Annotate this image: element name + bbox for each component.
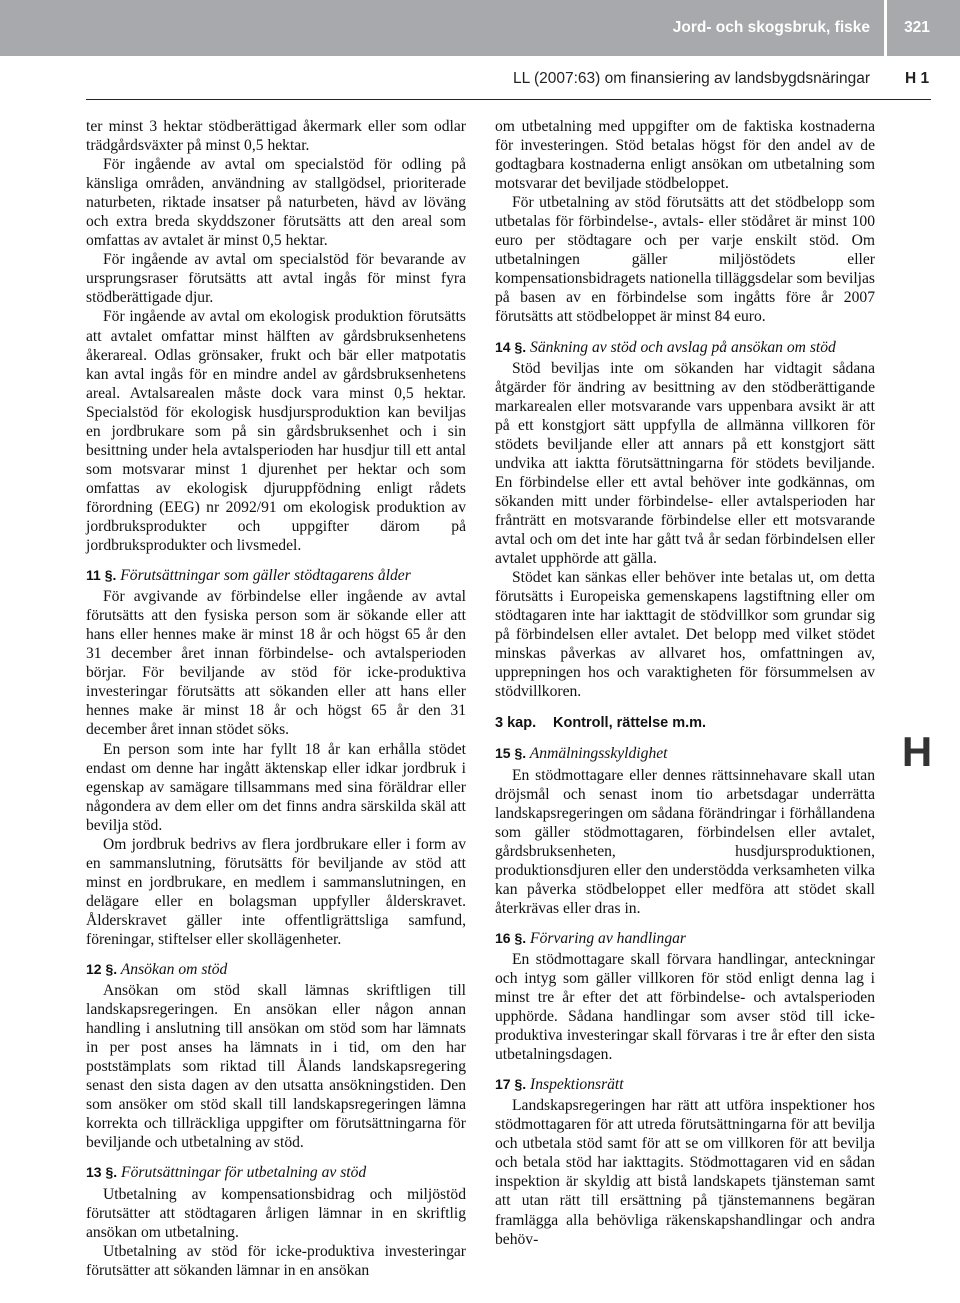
section-number: 13 §. — [86, 1164, 118, 1181]
paragraph: Ansökan om stöd skall lämnas skriftligen till landskapsregeringen. En ansökan eller någon annan handling i anslutning till ansökan om stöd som har lämnats in per post anses ha lämnats in i tid, om den har poststämplats som riktad till Ålands landskapsregering senast den sista dagen av den utsatta ansökningstiden. Den som ansöker om stöd skall till landskapsregeringen lämna korrekta och tillräckliga uppgifter om förutsättningarna för beviljande och utbetalning av stöd. — [86, 982, 466, 1152]
chapter-number: 3 kap. — [495, 715, 537, 732]
paragraph: För ingående av avtal om specialstöd för bevarande av ursprungsraser förutsätts att avtal ingås för minst fyra stödberättigade djur. — [86, 251, 466, 307]
paragraph: För ingående av avtal om ekologisk produktion förutsätts att avtalet omfattar minst hälften av gårdsbruksenhetens åkerareal. Odlas grönsaker, frukt och bär eller matpotatis kan avtal ingås för en mindre andel av gårdsbruksenhetens areal. Avtalsarealen måste dock vara minst 0,5 hektar. Specialstöd för ekologisk husdjursproduktion kan beviljas en jordbrukare som på sin gårdsbruksenhet och i sin besittning under hela avtalsperioden har husdjur till ett antal som motsvarar minst 1 djurenhet per hektar och som omfattas av ekologisk djuruppfödning enligt rådets förordning (EEG) nr 2092/91 om ekologisk produktion av jordbruksprodukter och uppgifter därom på jordbruksprodukter och livsmedel. — [86, 308, 466, 555]
section-number: 11 §. — [86, 567, 117, 584]
right-column — [495, 117, 875, 1249]
paragraph: För ingående av avtal om specialstöd för odling på känsliga områden, användning av stallgödsel, prioriterade naturbeten, riktade insatser på naturbeten, hävd av löväng och extra breda skyddszoner förutsätts att den areal som omfattas av avtalet är minst 0,5 hektar. — [86, 156, 466, 250]
section-title: Förutsättningar för utbetalning av stöd — [121, 1164, 367, 1182]
section-title: Anmälningsskyldighet — [529, 745, 668, 763]
left-column — [86, 117, 466, 1280]
section-title: Ansökan om stöd — [120, 961, 228, 979]
paragraph: En stödmottagare eller dennes rättsinnehavare skall utan dröjsmål och senast inom tio arbetsdagar underrätta landskapsregeringen om sådana förändringar i förhållandena som gäller stödmottagaren, förbindelsen eller avtalet, gårdsbruksenheten, husdjursproduktionen, produktionsdjuren eller den understödda verksamheten vilka kan påverka stödbeloppet eller medföra att stödet skall återkrävas eller dras in. — [495, 766, 875, 917]
paragraph: om utbetalning med uppgifter om de faktiska kostnaderna för investeringen. Stöd betalas högst för den andel av de godtagbara kostnaderna enligt ansökan om utbetalning som motsvarar det beviljade stödbeloppet. — [495, 118, 875, 193]
margin-tab-letter: H — [901, 728, 933, 775]
paragraph: För avgivande av förbindelse eller ingående av avtal förutsätts att den fysiska person som är sökande eller att hans eller hennes make är minst 18 år och högst 65 år den 31 december året innan förbindelse- och avtalsperioden börjar. För beviljande av stöd för icke-produktiva investeringar förutsätts att sökanden eller att hans eller hennes make är minst 18 år och högst 65 år den 31 december året innan stödet söks. — [86, 588, 466, 739]
header-rule — [86, 99, 931, 100]
section-title: Förvaring av handlingar — [530, 929, 686, 947]
paragraph: Stödet kan sänkas eller behöver inte betalas ut, om detta förutsätts i Europeiska gemenskapens lagstiftning eller om stödtagaren inte har iakttagit de stödvillkor som grundar sig på förbindelsen eller avtalet. Det belopp med vilket stödet minskas påverkas av allvaret hos, omfattningen av, upprepningen hos och varaktigheten för försummelsen av stödvillkoren. — [495, 569, 875, 701]
paragraph: Utbetalning av stöd för icke-produktiva investeringar förutsätter att sökanden lämnar in en ansökan — [86, 1242, 466, 1279]
section-heading-13 — [86, 1163, 466, 1182]
paragraph: Stöd beviljas inte om sökanden har vidtagit sådana åtgärder för ändring av besittning av den stödberättigande markarealen eller motsvarande vars uppenbara avsikt är att på ett konstgjort sätt uppfylla de allmänna villkoren för stödets beviljande eller att annars på ett konstgjort sätt undvika att iaktta förutsättningarna för stödets beviljande. En förbindelse eller ett avtal behöver inte godkännas, om sökanden mitt under förbindelse- eller avtalsperioden har frånträtt en motsvarande förbindelse eller ett motsvarande avtal och om det inte har gått två år sedan förbindelsen eller avtalet upphörde att gälla. — [495, 359, 875, 568]
section-heading-11 — [86, 566, 466, 585]
banner-divider — [884, 0, 887, 56]
paragraph: Om jordbruk bedrivs av flera jordbrukare eller i form av en sammanslutning, förutsätts för beviljande av stöd att minst en jordbrukare, en medlem i sammanslutningen, en delägare eller en bolagsman uppfyller ålderskravet. Ålderskravet gäller inte offentligrättsliga samfund, föreningar, stiftelser eller skollägenheter. — [86, 835, 466, 948]
section-title: Förutsättningar som gäller stödtagarens ålder — [120, 567, 411, 585]
chapter-heading — [495, 714, 875, 733]
paragraph: Landskapsregeringen har rätt att utföra inspektioner hos stödmottagaren för att utreda förutsättningarna för att bevilja och utbetala stöd samt för att se om villkoren för att bevilja och betala stöd har iakttagits. Stödmottagaren vid en sådan inspektion är skyldig att bistå landskapets tjänsteman samt att utan rätt till ersättning på tjänstemannens begäran framlägga alla behövliga räkenskapshandlingar och andra behöv- — [495, 1097, 875, 1248]
section-number: 17 §. — [495, 1076, 527, 1093]
paragraph: ter minst 3 hektar stödberättigad åkermark eller som odlar trädgårdsväxter på minst 0,5 hektar. — [86, 118, 466, 155]
section-heading-17 — [495, 1075, 875, 1094]
paragraph: För utbetalning av stöd förutsätts att det stödbelopp som utbetalas för förbindelse-, avtals- eller stödåret är minst 100 euro per stödtagare och per varje enskilt stöd. Om utbetalningen gäller miljöstödets eller kompensationsbidragets nationella tilläggsdelar som beviljas på basen av en förbindelse som ingåtts före år 2007 förutsätts att stödbeloppet är minst 84 euro. — [495, 194, 875, 326]
top-banner — [0, 0, 960, 56]
section-heading-16 — [495, 929, 875, 948]
section-number: 16 §. — [495, 929, 527, 946]
section-number: 12 §. — [86, 961, 118, 978]
section-heading-14 — [495, 338, 875, 357]
chapter-title: Kontroll, rättelse m.m. — [553, 715, 707, 732]
paragraph: En stödmottagare skall förvara handlingar, anteckningar och intyg som gäller villkoren för stöd enligt denna lag i minst tre år efter det att förbindelse- och avtalsperioden upphörde. Sådana handlingar som avser stöd till icke-produktiva investeringar skall förvaras i tre år efter den sista utbetalningsdagen. — [495, 950, 875, 1064]
page-number: 321 — [904, 19, 930, 36]
section-heading-12 — [86, 960, 466, 979]
paragraph: Utbetalning av kompensationsbidrag och miljöstöd förutsätter att stödtagaren årligen lämnar in en skriftlig ansökan om utbetalning. — [86, 1185, 466, 1241]
section-heading-15 — [495, 744, 875, 763]
running-tag: H 1 — [904, 70, 930, 87]
section-number: 14 §. — [495, 338, 527, 355]
section-title: Jord- och skogsbruk, fiske — [672, 19, 870, 36]
running-title: LL (2007:63) om finansiering av landsbygdsnäringar — [512, 70, 870, 87]
section-title: Sänkning av stöd och avslag på ansökan om stöd — [530, 338, 836, 356]
section-title: Inspektionsrätt — [530, 1076, 624, 1094]
paragraph: En person som inte har fyllt 18 år kan erhålla stödet endast om denne har ingått äktenskap eller idkar jordbruk i egenskap av samägare tillsammans med sina föräldrar eller någondera av dem eller om det finns andra särskilda skäl att bevilja stöd. — [86, 740, 466, 834]
section-number: 15 §. — [495, 745, 527, 762]
